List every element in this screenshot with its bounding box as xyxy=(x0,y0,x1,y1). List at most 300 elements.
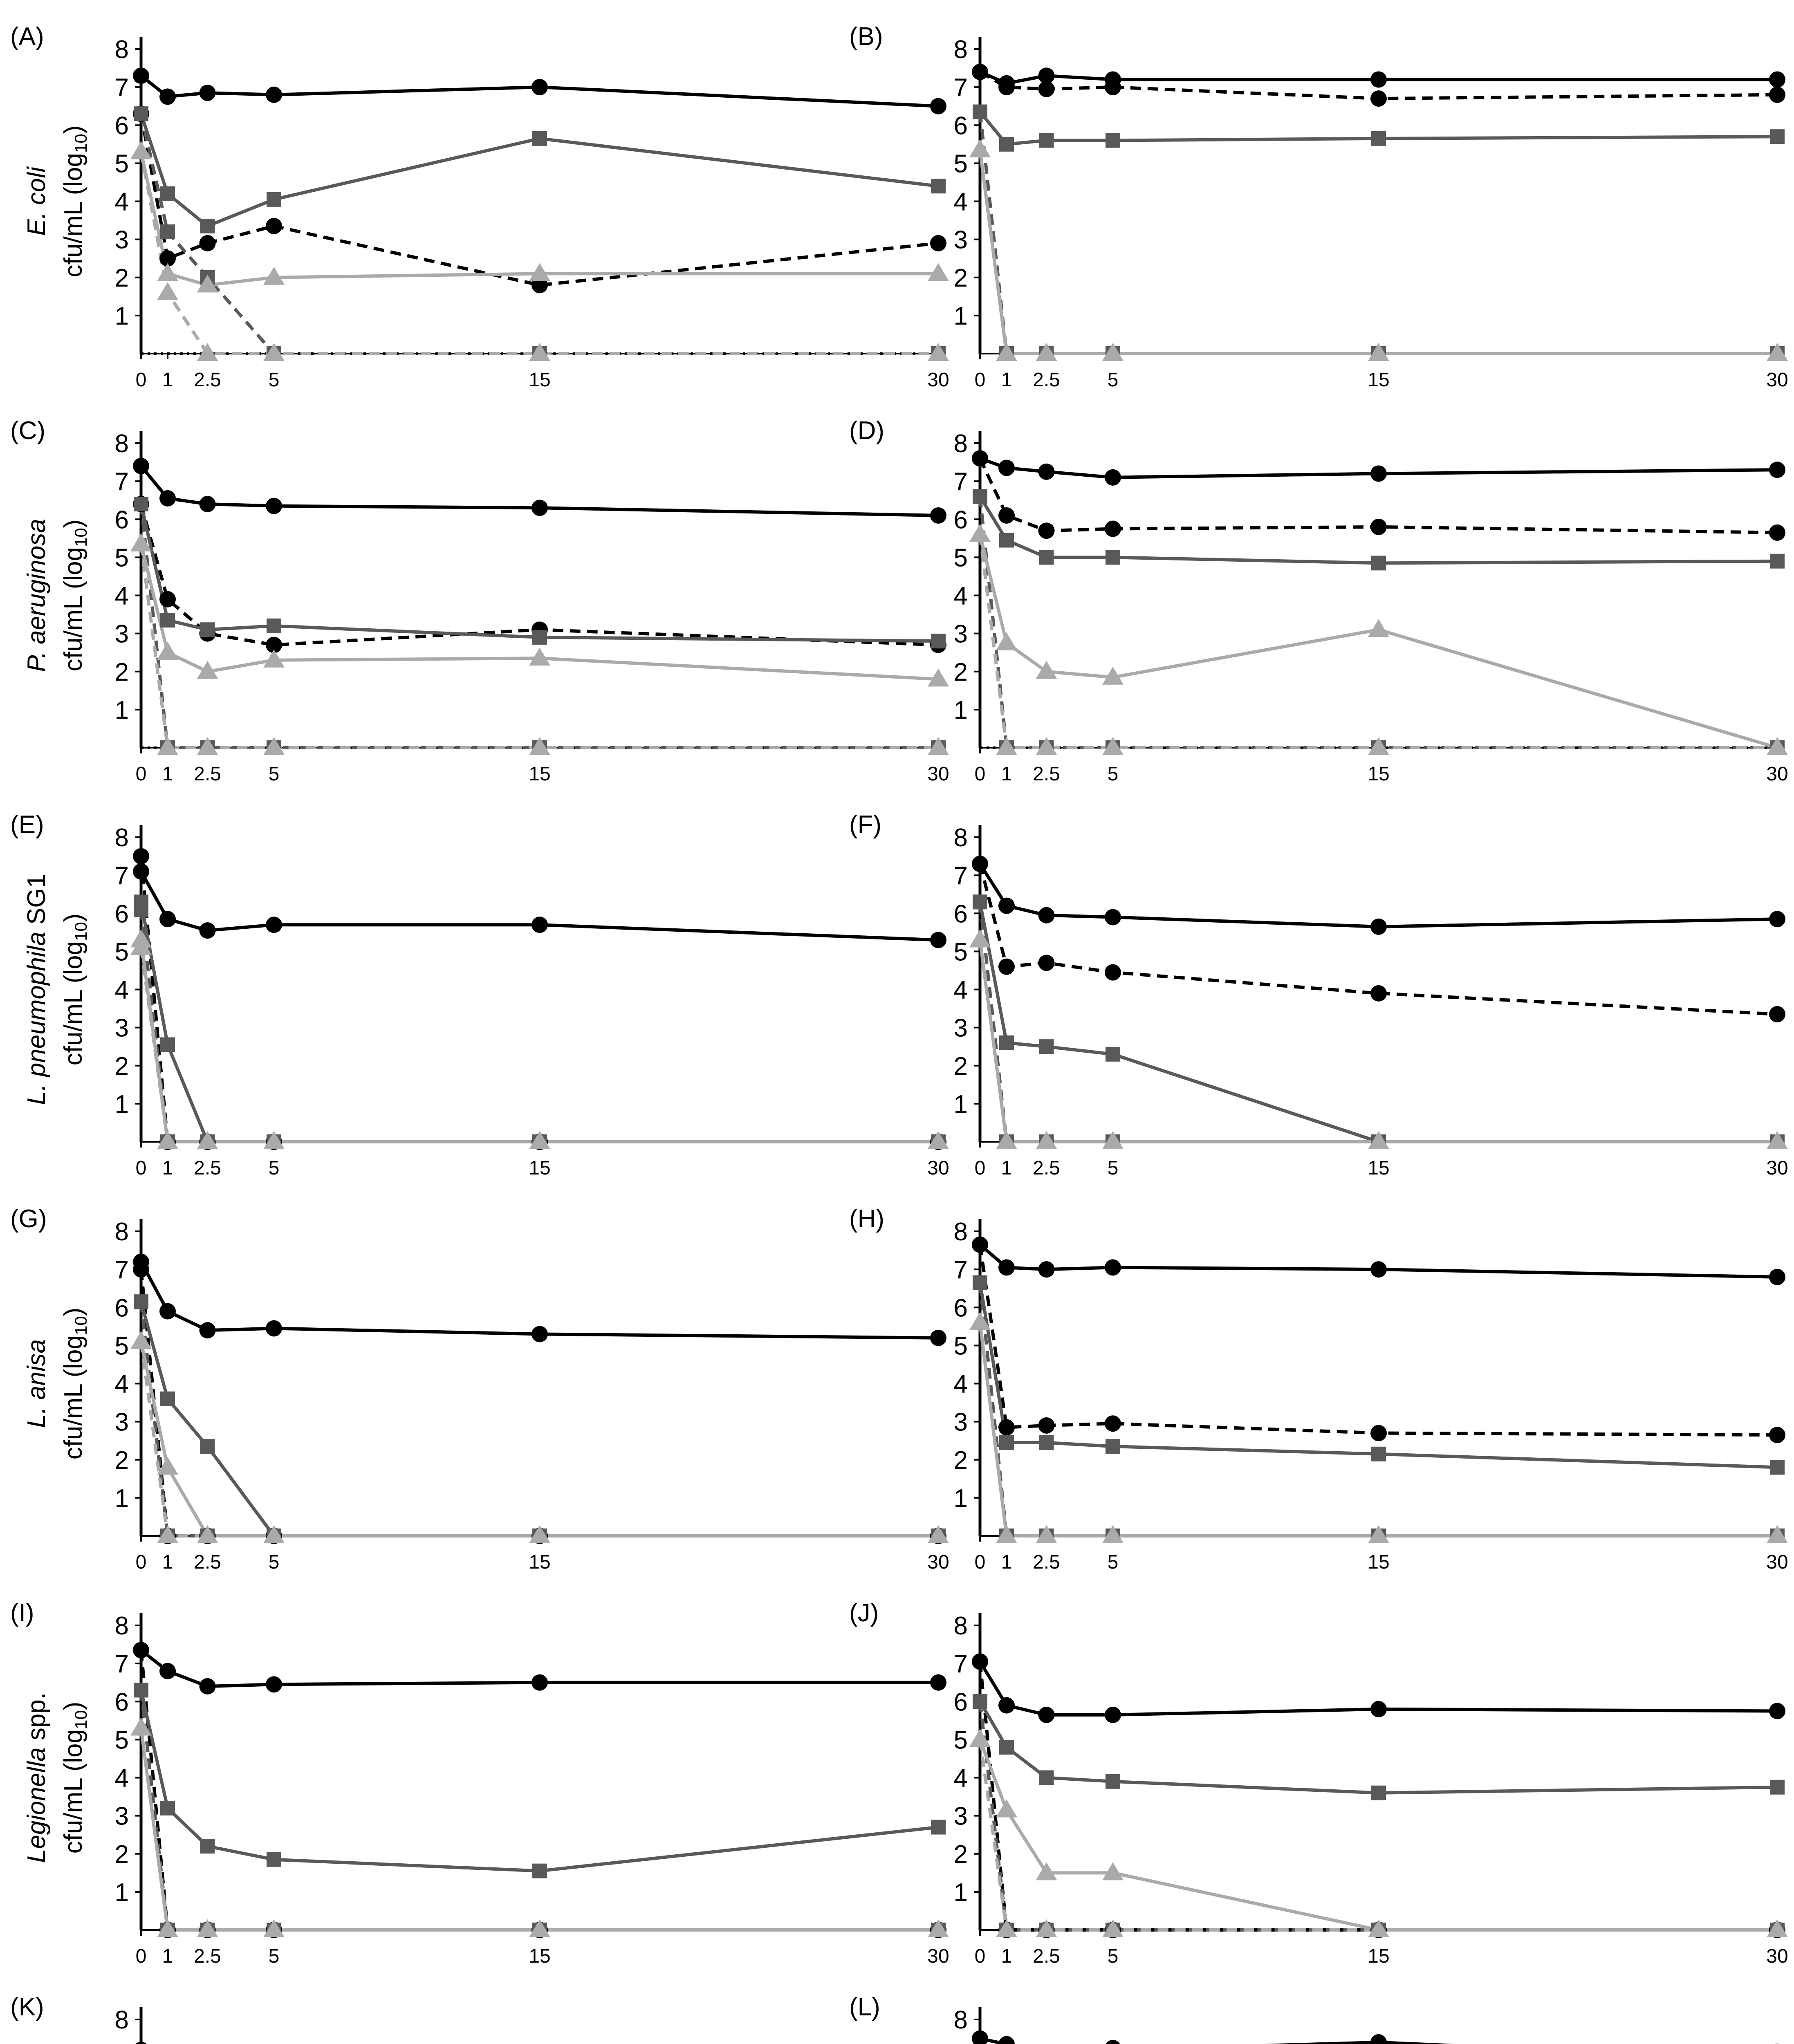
data-point xyxy=(1038,522,1055,539)
data-point xyxy=(1038,955,1055,971)
y-tick-label: 2 xyxy=(953,1052,968,1080)
x-tick-label: 1 xyxy=(162,1157,173,1179)
x-tick-label: 0 xyxy=(135,1551,147,1573)
data-point xyxy=(160,1392,175,1406)
data-point xyxy=(1370,466,1387,482)
y-tick-label: 8 xyxy=(953,2006,968,2034)
y-tick-label: 3 xyxy=(114,1014,129,1042)
data-point xyxy=(200,1439,215,1454)
data-point xyxy=(1105,79,1121,95)
species-label: L. anisa xyxy=(22,1339,51,1428)
y-tick-label: 4 xyxy=(114,1370,129,1399)
y-tick-label: 5 xyxy=(953,150,968,178)
series-line xyxy=(141,1269,938,1536)
data-point xyxy=(157,263,178,281)
data-point xyxy=(999,1035,1014,1050)
x-tick-label: 5 xyxy=(1107,1551,1119,1573)
data-point xyxy=(160,1038,175,1052)
series-line xyxy=(141,1342,938,1536)
data-point xyxy=(1370,985,1387,1002)
data-point xyxy=(1770,554,1785,569)
data-point xyxy=(1038,907,1055,923)
data-point xyxy=(1039,1771,1054,1785)
y-axis-label: cfu/mL (log10) xyxy=(59,1701,90,1854)
x-tick-label: 5 xyxy=(1107,1157,1119,1179)
data-point xyxy=(1106,1439,1120,1454)
data-point xyxy=(998,507,1015,524)
y-tick-label: 6 xyxy=(953,1688,968,1717)
series-line xyxy=(980,1701,1777,1930)
data-point xyxy=(134,1294,148,1309)
data-point xyxy=(160,224,175,239)
y-tick-label: 2 xyxy=(953,1840,968,1869)
data-point xyxy=(969,524,991,542)
x-tick-label: 2.5 xyxy=(1033,369,1060,391)
data-point xyxy=(998,2036,1015,2044)
y-tick-label: 3 xyxy=(114,620,129,648)
x-tick-label: 2.5 xyxy=(194,1551,221,1573)
y-tick-label: 1 xyxy=(953,1484,968,1513)
y-tick-label: 2 xyxy=(953,1446,968,1475)
y-tick-label: 3 xyxy=(953,1408,968,1437)
y-tick-label: 1 xyxy=(114,1090,129,1118)
data-point xyxy=(972,1237,988,1253)
y-tick-label: 1 xyxy=(953,696,968,724)
data-point xyxy=(531,917,548,933)
y-tick-label: 2 xyxy=(114,1840,129,1869)
panel-f xyxy=(849,811,1788,1179)
x-tick-label: 30 xyxy=(1766,1551,1788,1573)
data-point xyxy=(1105,1707,1121,1723)
data-point xyxy=(999,1740,1014,1755)
data-point xyxy=(531,1674,548,1691)
y-tick-label: 2 xyxy=(114,1052,129,1080)
data-point xyxy=(931,1820,946,1835)
y-tick-label: 6 xyxy=(114,112,129,140)
data-point xyxy=(1038,464,1055,480)
data-point xyxy=(200,219,215,233)
x-tick-label: 5 xyxy=(268,1945,280,1967)
data-point xyxy=(160,186,175,201)
y-tick-label: 8 xyxy=(953,1218,968,1246)
y-axis-label: cfu/mL (log10) xyxy=(59,1307,90,1460)
data-point xyxy=(973,1275,987,1290)
data-point xyxy=(134,106,148,121)
data-point xyxy=(1769,1427,1785,1443)
data-point xyxy=(266,498,282,514)
series-line xyxy=(980,902,1777,1142)
y-tick-label: 8 xyxy=(114,430,129,458)
data-point xyxy=(1370,919,1387,935)
x-tick-label: 15 xyxy=(529,1551,551,1573)
y-tick-label: 5 xyxy=(953,544,968,572)
data-point xyxy=(998,898,1015,914)
x-tick-label: 0 xyxy=(135,763,147,785)
panels xyxy=(10,22,1788,2044)
y-tick-label: 8 xyxy=(114,824,129,852)
data-point xyxy=(1105,1259,1121,1275)
y-tick-label: 1 xyxy=(114,1484,129,1513)
y-tick-label: 8 xyxy=(114,1612,129,1640)
data-point xyxy=(159,911,176,927)
x-tick-label: 15 xyxy=(529,1945,551,1967)
data-point xyxy=(529,263,550,281)
panel-label: (J) xyxy=(849,1599,879,1627)
data-point xyxy=(532,630,547,645)
data-point xyxy=(532,1864,547,1878)
y-tick-label: 7 xyxy=(953,1256,968,1284)
y-tick-label: 3 xyxy=(114,226,129,254)
data-point xyxy=(200,235,216,251)
y-tick-label: 5 xyxy=(114,938,129,966)
panel-label: (H) xyxy=(849,1205,885,1233)
x-tick-label: 30 xyxy=(927,763,949,785)
data-point xyxy=(133,863,149,880)
data-point xyxy=(996,1800,1017,1818)
data-point xyxy=(1106,1047,1120,1062)
y-tick-label: 5 xyxy=(953,938,968,966)
data-point xyxy=(999,1435,1014,1450)
data-point xyxy=(931,634,946,648)
data-point xyxy=(267,192,281,207)
data-point xyxy=(1769,72,1785,88)
data-point xyxy=(134,1683,148,1697)
x-tick-label: 5 xyxy=(268,369,280,391)
x-tick-label: 1 xyxy=(1001,1157,1012,1179)
series-line xyxy=(141,940,938,1142)
data-point xyxy=(160,613,175,628)
data-point xyxy=(1371,1786,1386,1800)
x-tick-label: 5 xyxy=(1107,1945,1119,1967)
data-point xyxy=(157,282,178,300)
x-tick-label: 1 xyxy=(162,1945,173,1967)
y-tick-label: 5 xyxy=(114,150,129,178)
data-point xyxy=(200,85,216,101)
data-point xyxy=(1105,964,1121,981)
data-point xyxy=(999,533,1014,547)
data-point xyxy=(930,507,946,524)
y-tick-label: 8 xyxy=(114,36,129,64)
y-tick-label: 7 xyxy=(114,1650,129,1679)
data-point xyxy=(200,922,216,939)
y-tick-label: 3 xyxy=(953,226,968,254)
data-point xyxy=(1105,909,1121,926)
x-tick-label: 0 xyxy=(135,369,147,391)
y-tick-label: 2 xyxy=(114,1446,129,1475)
data-point xyxy=(1370,1261,1387,1278)
x-tick-label: 2.5 xyxy=(1033,763,1060,785)
species-label: E. coli xyxy=(22,167,51,236)
y-tick-label: 4 xyxy=(953,976,968,1004)
data-point xyxy=(266,917,282,933)
series-line xyxy=(980,902,1777,1142)
data-point xyxy=(133,1642,149,1659)
y-tick-label: 1 xyxy=(953,1090,968,1118)
data-point xyxy=(1769,87,1785,103)
x-tick-label: 1 xyxy=(1001,1945,1012,1967)
y-tick-label: 3 xyxy=(114,1408,129,1437)
data-point xyxy=(1769,1703,1785,1719)
data-point xyxy=(1769,1006,1785,1022)
x-tick-label: 30 xyxy=(1766,369,1788,391)
species-label: L. pneumophila SG1 xyxy=(22,874,51,1105)
series-line xyxy=(980,940,1777,1142)
data-point xyxy=(529,648,550,666)
data-point xyxy=(996,632,1017,650)
data-point xyxy=(133,2042,149,2044)
data-point xyxy=(200,622,215,637)
data-point xyxy=(998,460,1015,476)
data-point xyxy=(930,1674,946,1691)
x-tick-label: 15 xyxy=(1368,1157,1390,1179)
x-tick-label: 30 xyxy=(1766,1157,1788,1179)
series-line xyxy=(141,114,938,226)
data-point xyxy=(200,1322,216,1338)
x-tick-label: 2.5 xyxy=(194,1157,221,1179)
y-tick-label: 4 xyxy=(114,1764,129,1793)
panel-label: (K) xyxy=(10,1993,44,2021)
x-tick-label: 15 xyxy=(1368,369,1390,391)
data-point xyxy=(1105,2040,1121,2044)
data-point xyxy=(1370,1701,1387,1717)
panel-label: (D) xyxy=(849,417,885,445)
data-point xyxy=(1105,1415,1121,1432)
y-tick-label: 7 xyxy=(953,468,968,496)
data-point xyxy=(134,497,148,511)
panel-l xyxy=(849,1993,1788,2044)
panel-label: (A) xyxy=(10,22,44,51)
y-tick-label: 8 xyxy=(953,430,968,458)
y-tick-label: 7 xyxy=(114,1256,129,1284)
x-tick-label: 0 xyxy=(974,1945,986,1967)
data-point xyxy=(200,496,216,512)
y-tick-label: 2 xyxy=(953,264,968,292)
y-tick-label: 6 xyxy=(953,1294,968,1322)
data-point xyxy=(1371,1447,1386,1461)
data-point xyxy=(266,218,282,234)
y-tick-label: 6 xyxy=(953,900,968,928)
x-tick-label: 2.5 xyxy=(1033,1551,1060,1573)
y-tick-label: 1 xyxy=(953,1878,968,1907)
data-point xyxy=(531,1326,548,1342)
x-tick-label: 2.5 xyxy=(194,369,221,391)
y-tick-label: 4 xyxy=(953,582,968,610)
data-point xyxy=(972,1653,988,1670)
data-point xyxy=(159,88,176,105)
x-tick-label: 5 xyxy=(1107,369,1119,391)
x-tick-label: 30 xyxy=(927,1551,949,1573)
x-tick-label: 15 xyxy=(1368,1945,1390,1967)
data-point xyxy=(1039,133,1054,148)
data-point xyxy=(200,1839,215,1853)
x-tick-label: 1 xyxy=(1001,1551,1012,1573)
series-line xyxy=(980,1739,1777,1930)
series-line xyxy=(141,1728,938,1930)
data-point xyxy=(1770,1460,1785,1475)
panel-label: (G) xyxy=(10,1205,47,1233)
panel-label: (C) xyxy=(10,417,46,445)
y-tick-label: 4 xyxy=(114,976,129,1004)
data-point xyxy=(159,490,176,507)
y-tick-label: 2 xyxy=(953,658,968,686)
panel-label: (B) xyxy=(849,22,883,51)
x-tick-label: 30 xyxy=(927,369,949,391)
x-tick-label: 15 xyxy=(1368,1551,1390,1573)
data-point xyxy=(972,856,988,872)
series-line xyxy=(141,1728,938,1930)
data-point xyxy=(973,1694,987,1709)
panel-h xyxy=(849,1205,1788,1573)
data-point xyxy=(1105,521,1121,537)
data-point xyxy=(1038,1707,1055,1723)
series-line xyxy=(980,940,1777,1142)
data-point xyxy=(1371,556,1386,570)
y-tick-label: 5 xyxy=(114,1726,129,1755)
x-tick-label: 30 xyxy=(927,1157,949,1179)
data-point xyxy=(266,1320,282,1336)
panel-b xyxy=(849,22,1788,391)
data-point xyxy=(159,1303,176,1320)
data-point xyxy=(1370,72,1387,88)
y-tick-label: 7 xyxy=(953,74,968,102)
data-point xyxy=(134,902,148,917)
data-point xyxy=(972,450,988,466)
panel-label: (I) xyxy=(10,1599,34,1627)
data-point xyxy=(200,1678,216,1694)
data-point xyxy=(1036,661,1057,679)
data-point xyxy=(531,79,548,95)
y-tick-label: 7 xyxy=(953,862,968,890)
x-tick-label: 2.5 xyxy=(194,763,221,785)
data-point xyxy=(1371,131,1386,146)
series-line xyxy=(141,856,938,1142)
x-tick-label: 5 xyxy=(268,763,280,785)
data-point xyxy=(1370,90,1387,107)
data-point xyxy=(969,139,991,157)
y-tick-label: 7 xyxy=(114,74,129,102)
x-tick-label: 1 xyxy=(162,369,173,391)
data-point xyxy=(1368,619,1389,637)
data-point xyxy=(531,500,548,516)
data-point xyxy=(1106,133,1120,148)
data-point xyxy=(930,1330,946,1346)
y-tick-label: 8 xyxy=(953,36,968,64)
panel-label: (F) xyxy=(849,811,882,839)
series-line xyxy=(141,1650,938,1930)
x-tick-label: 5 xyxy=(268,1157,280,1179)
series-line xyxy=(141,1342,938,1536)
panel-k xyxy=(10,1993,949,2044)
data-point xyxy=(998,959,1015,975)
data-point xyxy=(1038,1417,1055,1434)
y-tick-label: 7 xyxy=(114,468,129,496)
data-point xyxy=(998,1697,1015,1714)
species-label: P. aeruginosa xyxy=(22,519,51,672)
data-point xyxy=(998,1419,1015,1436)
y-tick-label: 1 xyxy=(953,302,968,330)
y-tick-label: 5 xyxy=(953,1332,968,1360)
series-line xyxy=(980,150,1777,354)
data-point xyxy=(532,131,547,146)
x-tick-label: 0 xyxy=(974,1157,986,1179)
y-tick-label: 4 xyxy=(114,582,129,610)
y-axis-label: cfu/mL (log10) xyxy=(59,125,90,278)
series-line xyxy=(980,1283,1777,1536)
data-point xyxy=(1769,911,1785,927)
y-tick-label: 5 xyxy=(114,544,129,572)
x-tick-label: 30 xyxy=(1766,763,1788,785)
data-point xyxy=(973,105,987,119)
series-line xyxy=(141,544,938,748)
data-point xyxy=(972,2031,988,2044)
data-point xyxy=(1770,1780,1785,1795)
y-tick-label: 2 xyxy=(114,264,129,292)
y-tick-label: 8 xyxy=(953,824,968,852)
series-line xyxy=(980,1739,1777,1930)
x-tick-label: 1 xyxy=(1001,369,1012,391)
x-tick-label: 0 xyxy=(974,1551,986,1573)
y-tick-label: 6 xyxy=(953,506,968,534)
y-tick-label: 7 xyxy=(953,1650,968,1679)
y-tick-label: 6 xyxy=(953,112,968,140)
series-line xyxy=(141,1690,938,1930)
data-point xyxy=(133,1261,149,1278)
y-tick-label: 5 xyxy=(953,1726,968,1755)
y-tick-label: 8 xyxy=(114,1218,129,1246)
data-point xyxy=(266,87,282,103)
data-point xyxy=(930,932,946,948)
data-point xyxy=(1370,2034,1387,2044)
y-tick-label: 6 xyxy=(114,1688,129,1717)
y-tick-label: 6 xyxy=(114,900,129,928)
x-tick-label: 1 xyxy=(162,1551,173,1573)
data-point xyxy=(1039,1435,1054,1450)
y-tick-label: 8 xyxy=(953,1612,968,1640)
series-line xyxy=(980,112,1777,354)
data-point xyxy=(931,179,946,193)
data-point xyxy=(1769,1269,1785,1285)
data-point xyxy=(972,64,988,80)
x-tick-label: 30 xyxy=(927,1945,949,1967)
y-tick-label: 6 xyxy=(114,1294,129,1322)
y-tick-label: 5 xyxy=(114,1332,129,1360)
data-point xyxy=(160,1801,175,1815)
y-tick-label: 4 xyxy=(953,188,968,216)
panel-a xyxy=(10,22,949,391)
panel-label: (L) xyxy=(849,1993,880,2021)
panel-e xyxy=(10,811,949,1179)
y-tick-label: 7 xyxy=(114,862,129,890)
data-point xyxy=(133,458,149,474)
data-point xyxy=(1370,519,1387,535)
data-point xyxy=(930,98,946,114)
data-point xyxy=(1039,550,1054,565)
data-point xyxy=(1039,1039,1054,1054)
data-point xyxy=(1038,1261,1055,1278)
x-tick-label: 2.5 xyxy=(194,1945,221,1967)
x-tick-label: 2.5 xyxy=(1033,1945,1060,1967)
x-tick-label: 15 xyxy=(529,1157,551,1179)
x-tick-label: 15 xyxy=(1368,763,1390,785)
x-tick-label: 2.5 xyxy=(1033,1157,1060,1179)
series-line xyxy=(141,902,938,1142)
panel-i xyxy=(10,1599,949,1967)
y-tick-label: 3 xyxy=(953,1014,968,1042)
data-point xyxy=(1106,550,1120,565)
data-point xyxy=(267,1852,281,1867)
data-point xyxy=(1106,1774,1120,1789)
series-line xyxy=(141,504,938,641)
